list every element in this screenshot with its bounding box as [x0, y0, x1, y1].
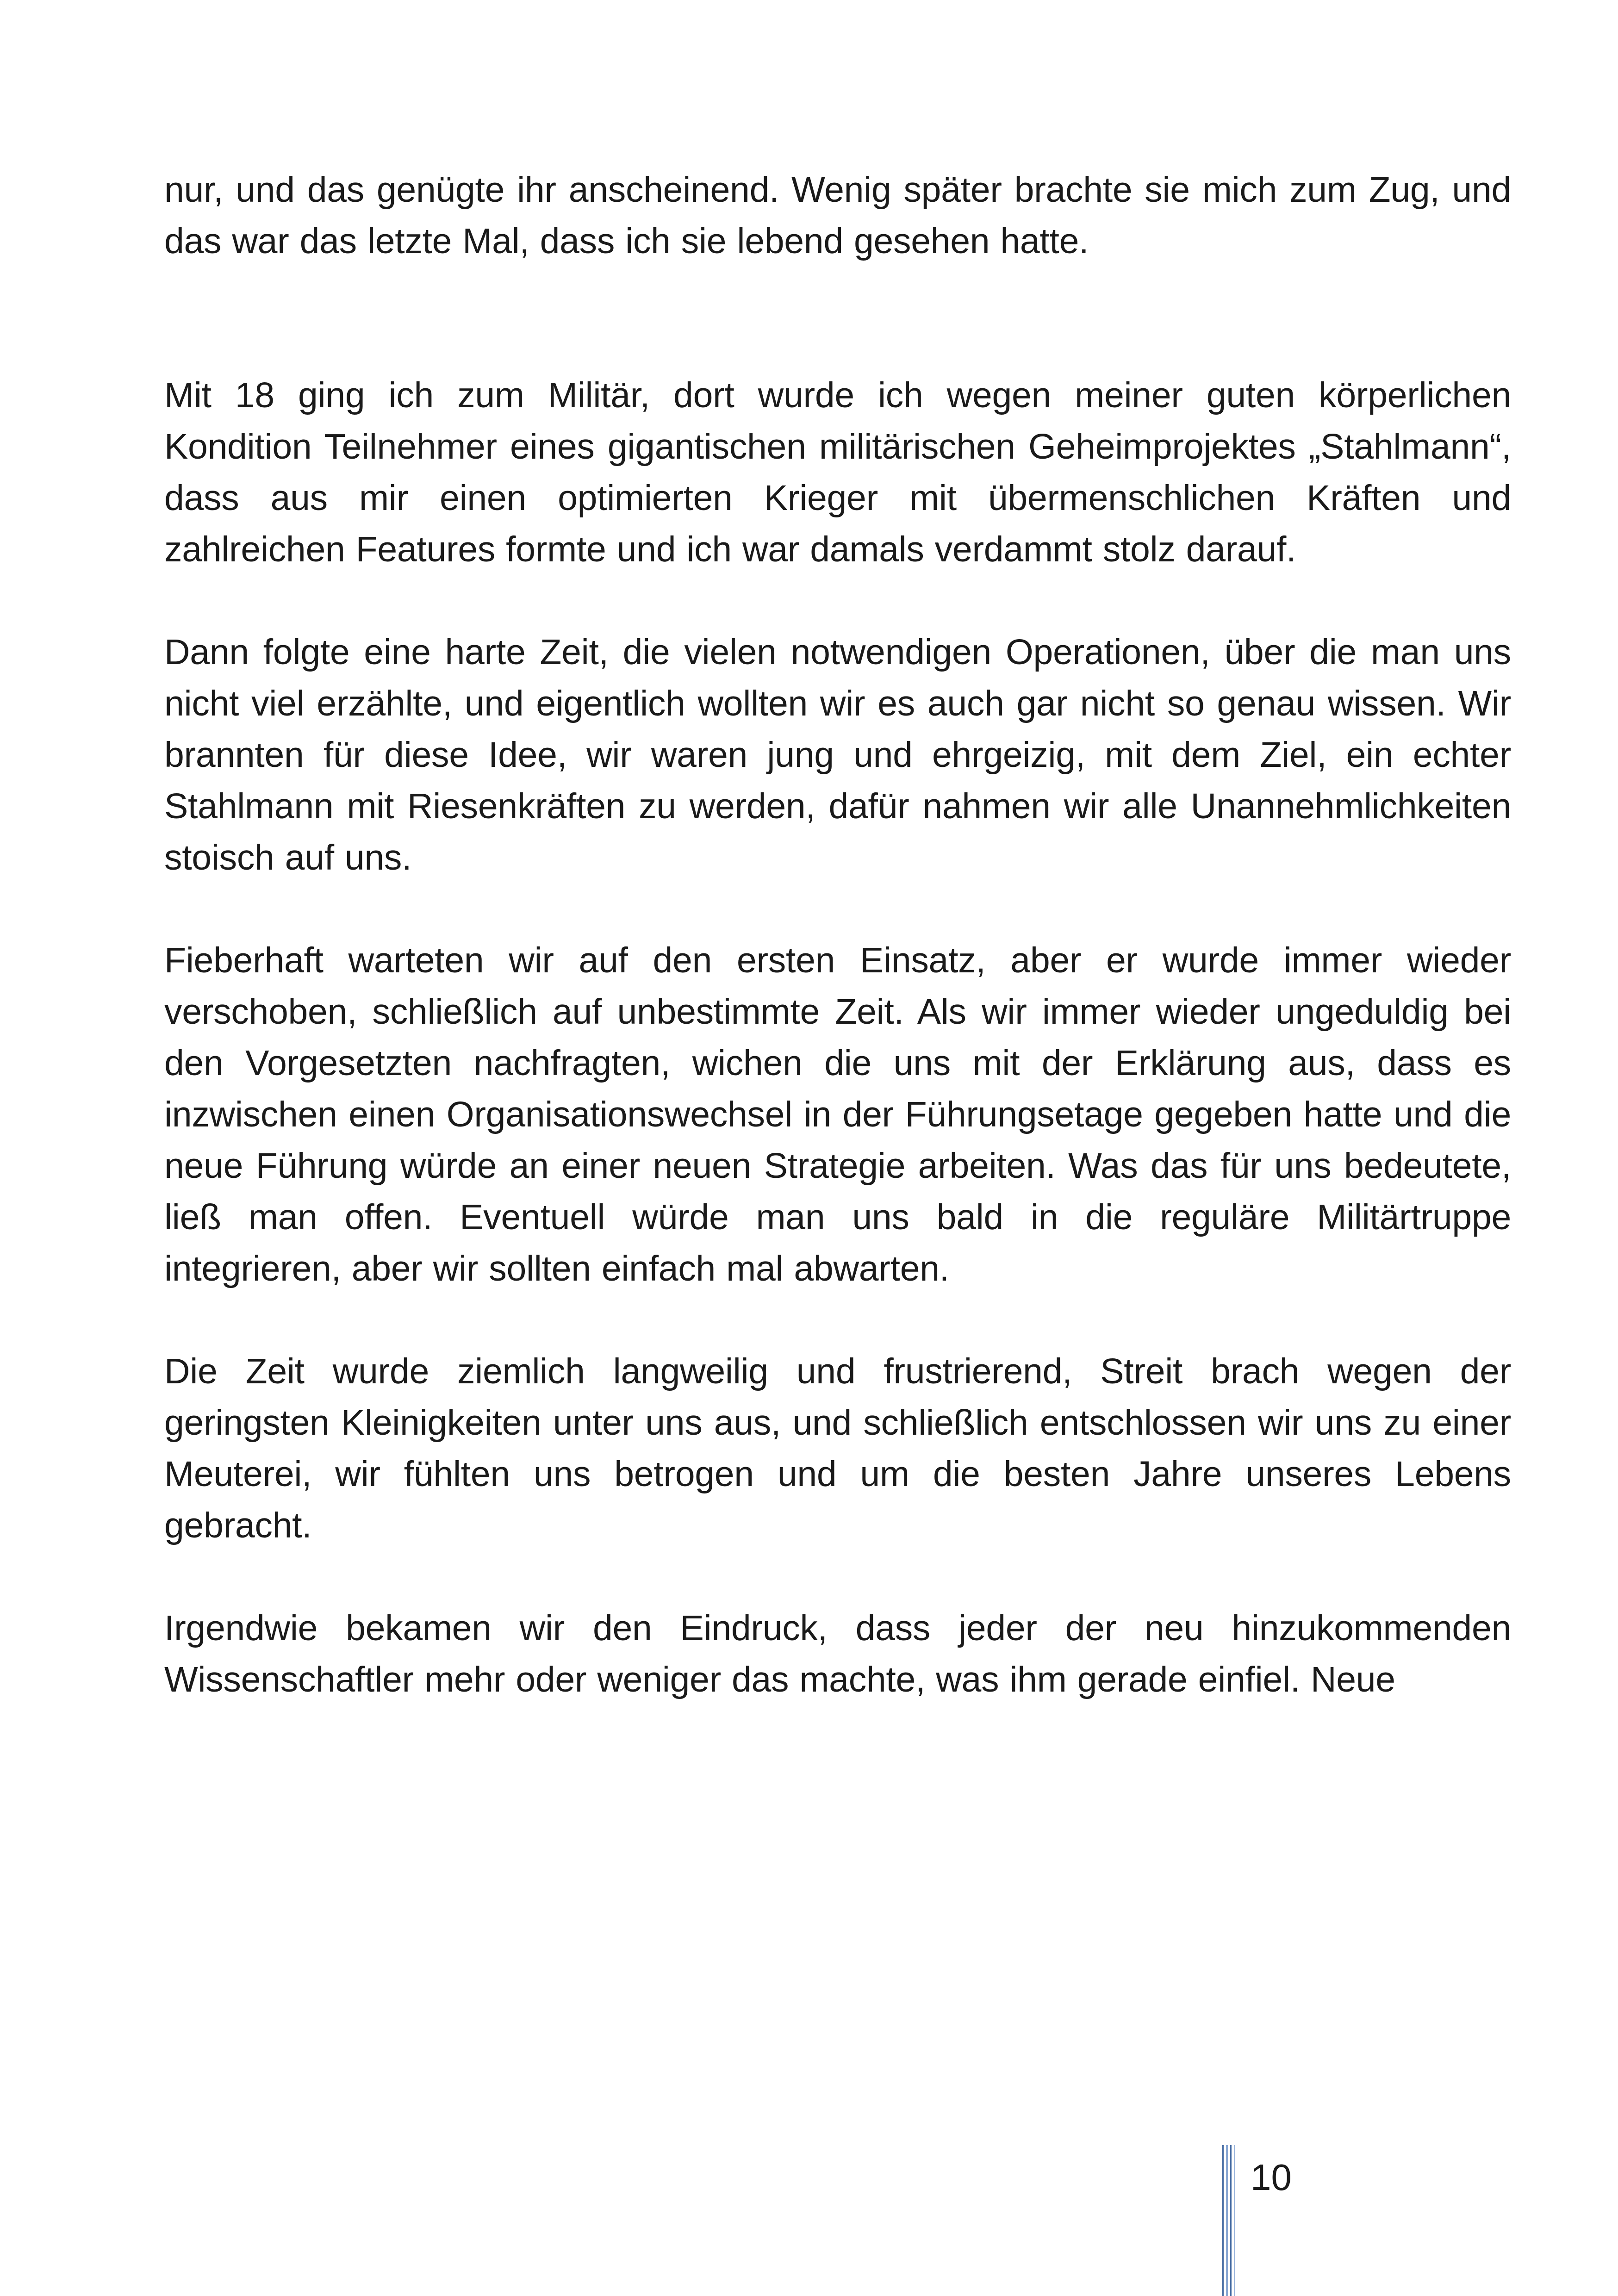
footer-rule [1222, 2145, 1224, 2296]
paragraph-3: Dann folgte eine harte Zeit, die vielen notwendigen Operationen, über die man uns nicht viel erzählte, und eigentlich wollten wir es auch gar nicht so genau wissen. Wir brannten für diese Idee, wir waren jung und ehrgeizig, mit dem Ziel, ein echter Stahlmann mit Riesenkräften zu werden, dafür nahmen wir alle Unannehmlichkeiten stoisch auf uns. [164, 632, 1511, 877]
paragraph-6: Irgendwie bekamen wir den Eindruck, dass jeder der neu hinzukommenden Wissenschaftler mehr oder weniger das machte, was ihm gerade einfiel. Neue [164, 1608, 1511, 1699]
footer-rule [1230, 2145, 1232, 2296]
paragraph-2: Mit 18 ging ich zum Militär, dort wurde ich wegen meiner guten körperlichen Kondition Teilnehmer eines gigantischen militärischen Geheimprojektes „Stahlmann“, dass aus mir einen optimierten Krieger mit übermenschlichen Kräften und zahlreichen Features formte und ich war damals verdammt stolz darauf. [164, 375, 1511, 569]
footer-rule [1226, 2145, 1228, 2296]
page-number: 10 [1251, 2157, 1292, 2198]
page-body [164, 164, 1511, 1705]
paragraph-4: Fieberhaft warteten wir auf den ersten Einsatz, aber er wurde immer wieder verschoben, schließlich auf unbestimmte Zeit. Als wir immer wieder ungeduldig bei den Vorgesetzten nachfragten, wichen die uns mit der Erklärung aus, dass es inzwischen einen Organisationswechsel in der Führungsetage gegeben hatte und die neue Führung würde an einer neuen Strategie arbeiten. Was das für uns bedeutete, ließ man offen. Eventuell würde man uns bald in die reguläre Militärtruppe integrieren, aber wir sollten einfach mal abwarten. [164, 940, 1511, 1288]
paragraph-1: nur, und das genügte ihr anscheinend. Wenig später brachte sie mich zum Zug, und das war das letzte Mal, dass ich sie lebend gesehen hatte. [164, 170, 1511, 261]
page-footer [1222, 2145, 1361, 2296]
paragraph-5: Die Zeit wurde ziemlich langweilig und frustrierend, Streit brach wegen der geringsten Kleinigkeiten unter uns aus, und schließlich entschlossen wir uns zu einer Meuterei, wir fühlten uns betrogen und um die besten Jahre unseres Lebens gebracht. [164, 1351, 1511, 1545]
footer-rule [1234, 2145, 1235, 2296]
